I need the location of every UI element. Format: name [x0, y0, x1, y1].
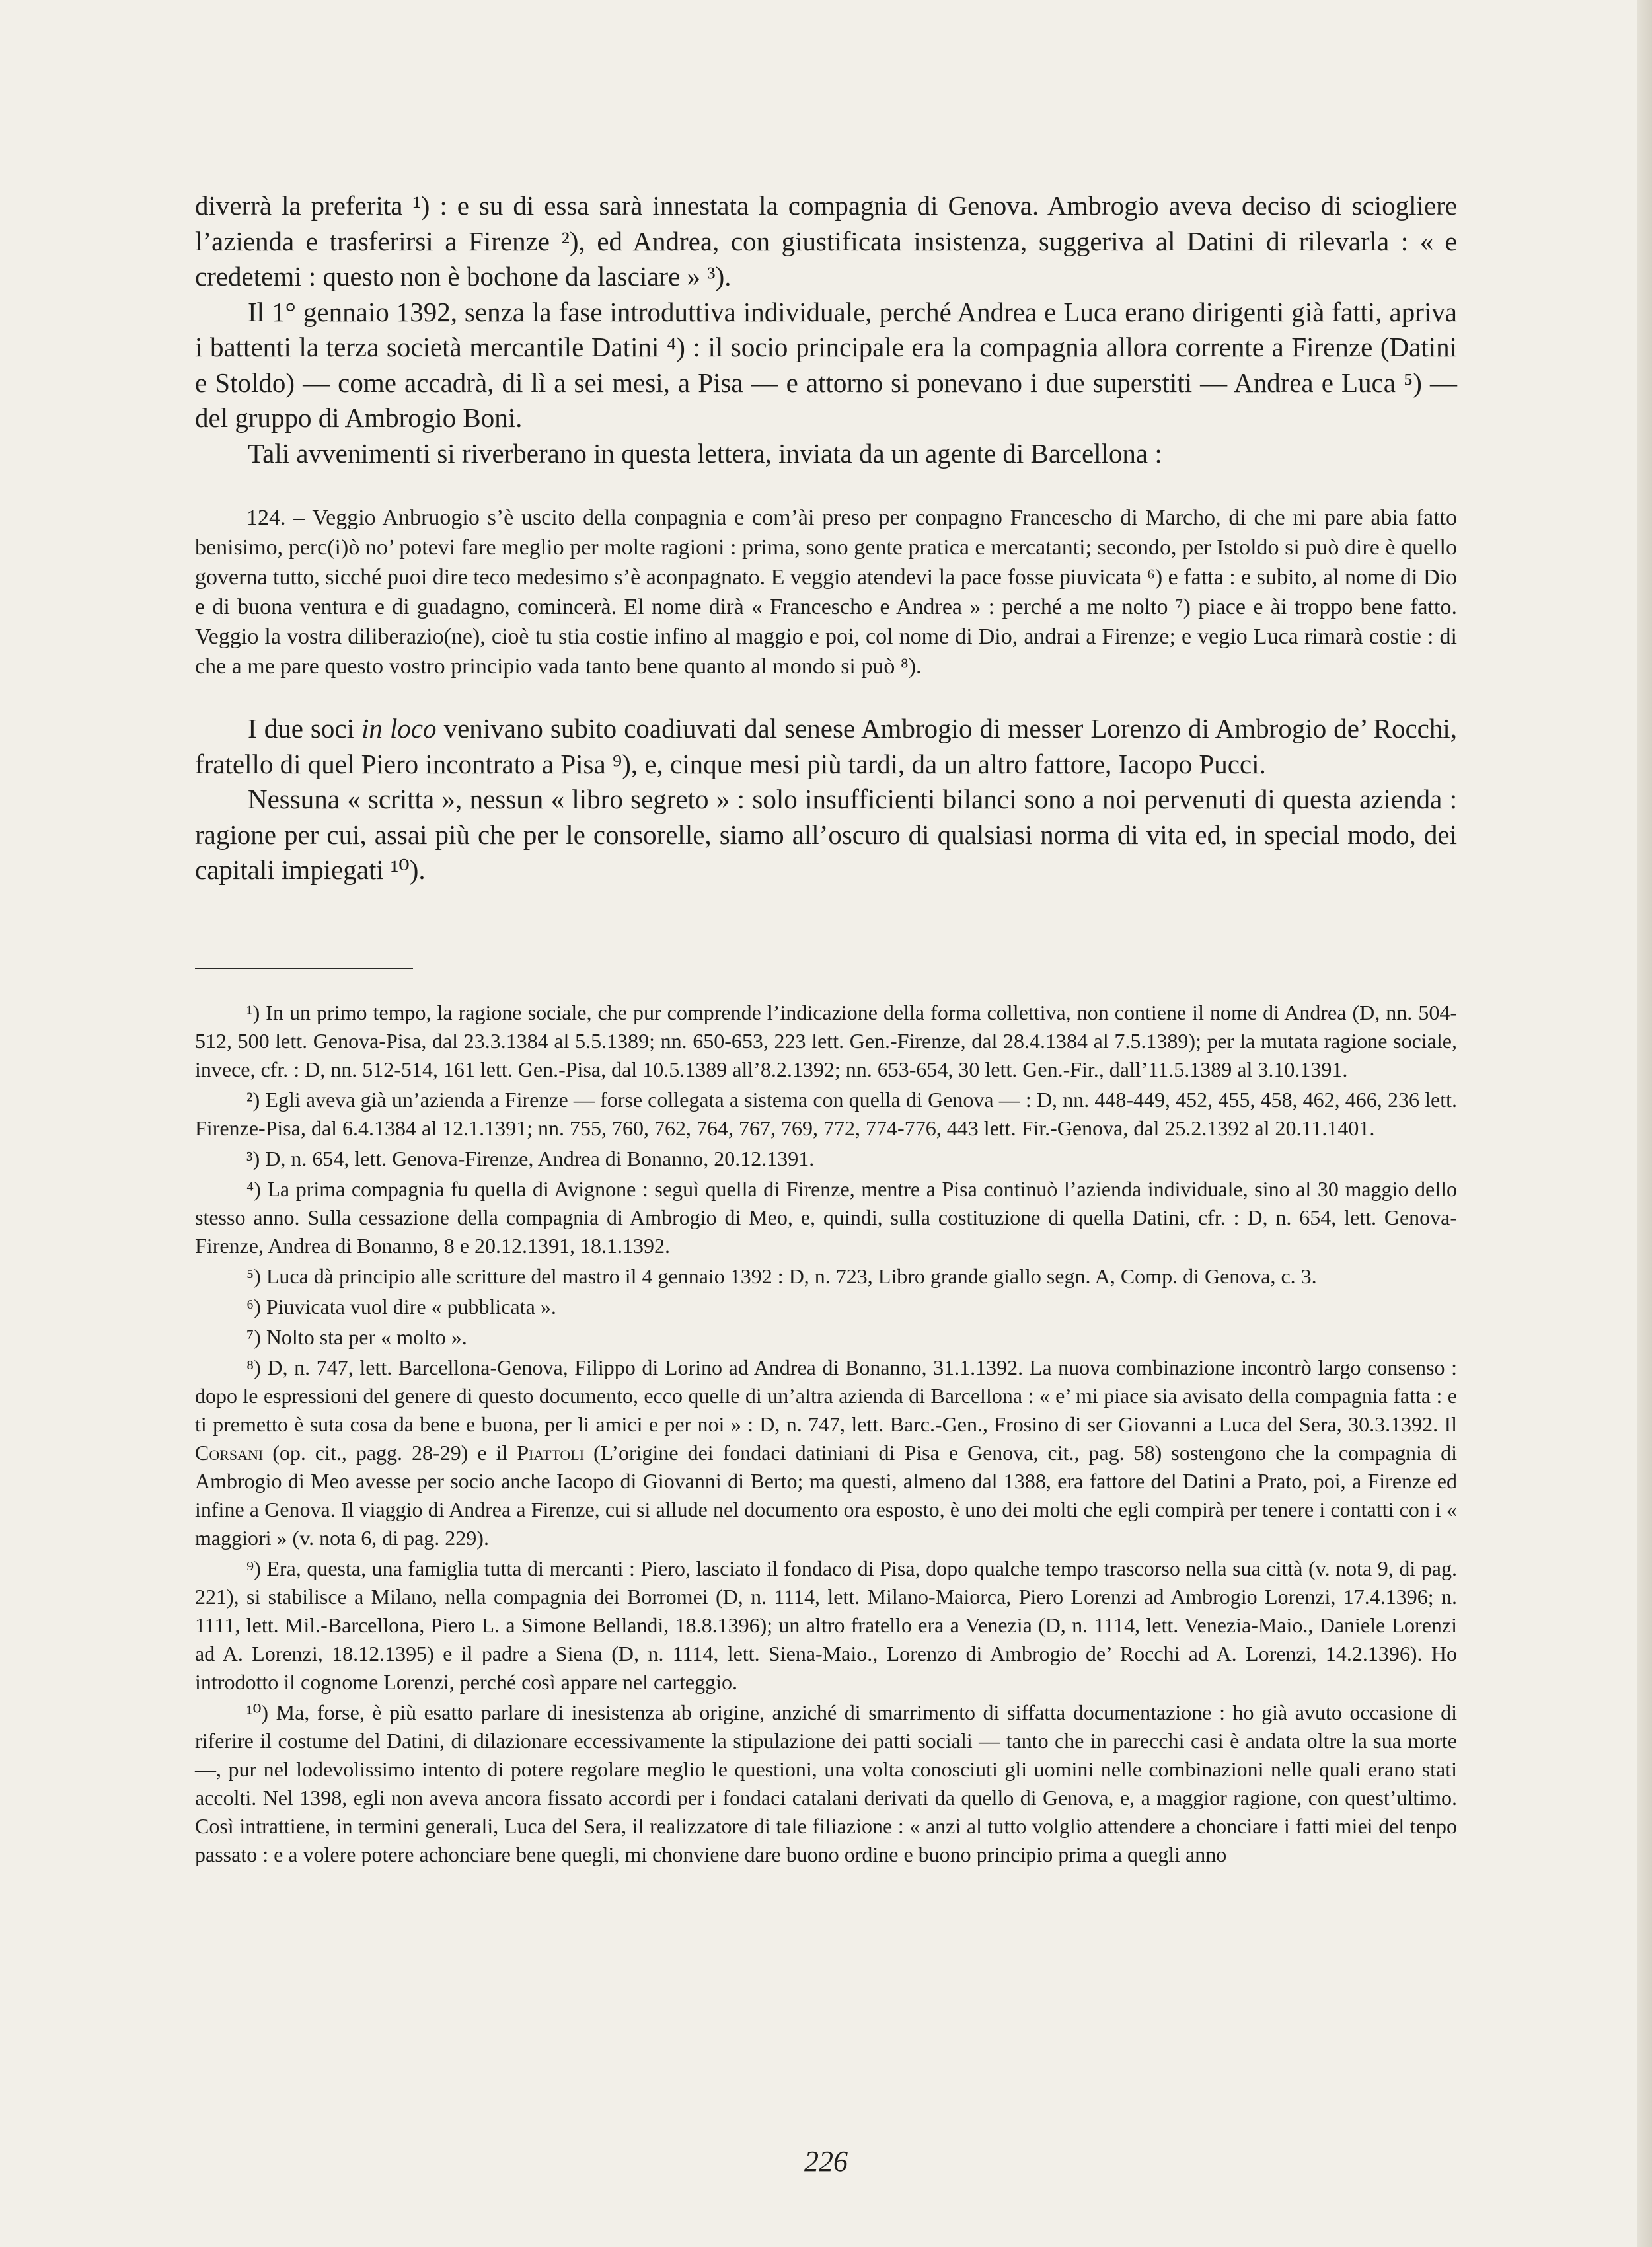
paragraph-4-start: I due soci — [248, 713, 362, 743]
paragraph-5: Nessuna « scritta », nessun « libro segreto » : solo insufficienti bilanci sono a noi pervenuti di questa azienda : ragione per cui, assai più che per le consorelle, siamo all’oscuro di qualsiasi norma di vita ed, in special modo, dei capitali impiegati ¹⁰). — [195, 784, 1457, 885]
page-number: 226 — [804, 2145, 848, 2178]
footnote-6: ⁶) Piuvicata vuol dire « pubblicata ». — [246, 1294, 556, 1318]
footnote-5: ⁵) Luca dà principio alle scritture del mastro il 4 gennaio 1392 : D, n. 723, Libro grande giallo segn. A, Comp. di Genova, c. 3. — [246, 1264, 1317, 1288]
footnote-3: ³) D, n. 654, lett. Genova-Firenze, Andrea di Bonanno, 20.12.1391. — [246, 1146, 815, 1170]
footnote-8-part-3: (L’origine dei fondaci datiniani di Pisa e Genova, cit., pag. 58) sostengono che la compagnia di Ambrogio di Meo avesse per socio anche Iacopo di Giovanni di Berto; ma questi, almeno dal 1388, era fattore del Datini a Prato, poi, a Firenze ed infine a Genova. Il viaggio di Andrea a Firenze, cui si allude nel documento ora esposto, è uno dei molti che egli compirà per tenere i contatti con i « maggiori » (v. nota 6, di pag. 229). — [195, 1440, 1458, 1550]
footnotes — [195, 999, 1457, 1869]
paragraph-4-italic: in loco — [361, 713, 437, 743]
footnote-9: ⁹) Era, questa, una famiglia tutta di mercanti : Piero, lasciato il fondaco di Pisa, dopo qualche tempo trascorso nella sua città (v. nota 9, di pag. 221), si stabilisce a Milano, nella compagnia dei Borromei (D, n. 1114, lett. Milano-Maiorca, Piero Lorenzi ad Ambrogio Lorenzi, 17.4.1396; n. 1111, lett. Mil.-Barcellona, Piero L. a Simone Bellandi, 18.8.1396); un altro fratello era a Venezia (D, n. 1114, lett. Venezia-Maio., Daniele Lorenzi ad A. Lorenzi, 18.12.1395) e il padre a Siena (D, n. 1114, lett. Siena-Maio., Lorenzo di Ambrogio de’ Rocchi ad A. Lorenzi, 14.2.1396). Ho introdotto il cognome Lorenzi, perché così appare nel carteggio. — [195, 1556, 1457, 1694]
page-edge — [1637, 0, 1652, 2247]
paragraph-2: Il 1° gennaio 1392, senza la fase introduttiva individuale, perché Andrea e Luca erano dirigenti già fatti, apriva i battenti la terza società mercantile Datini ⁴) : il socio principale era la compagnia allora corrente a Firenze (Datini e Stoldo) — come accadrà, di lì a sei mesi, a Pisa — e attorno si ponevano i due superstiti — Andrea e Luca ⁵) — del gruppo di Ambrogio Boni. — [195, 296, 1457, 433]
quoted-letter-text: 124. – Veggio Anbruogio s’è uscito della conpagnia e com’ài preso per conpagno Francescho di Marcho, di che mi pare abia fatto benisimo, perc(i)ò no’ potevi fare meglio per molte ragioni : prima, sono gente pratica e mercatanti; secondo, per Istoldo si può dire è quello governa tutto, sicché puoi dire teco medesimo s’è aconpagnato. E veggio atendevi la pace fosse piuvicata ⁶) e fatta : e subito, al nome di Dio e di buona ventura e di guadagno, comincerà. El nome dirà « Francescho e Andrea » : perché a me nolto ⁷) piace e ài troppo bene fatto. Veggio la vostra diliberazio(ne), cioè tu stia costie infino al maggio e poi, col nome di Dio, andrai a Firenze; e vegio Luca rimarà costie : di che a me pare questo vostro principio vada tanto bene quanto al mondo si può ⁸). — [195, 506, 1457, 679]
page-body — [195, 188, 1457, 1871]
footnote-8 — [195, 1353, 1457, 1552]
footnote-7: ⁷) Nolto sta per « molto ». — [246, 1324, 467, 1349]
footnote-1: ¹) In un primo tempo, la ragione sociale, che pur comprende l’indicazione della forma collettiva, non contiene il nome di Andrea (D, nn. 504-512, 500 lett. Genova-Pisa, dal 23.3.1384 al 5.5.1389; nn. 650-653, 223 lett. Gen.-Firenze, dal 28.4.1384 al 7.5.1389); per la mutata ragione sociale, invece, cfr. : D, nn. 512-514, 161 lett. Gen.-Pisa, dal 10.5.1389 all’8.2.1392; nn. 653-654, 30 lett. Gen.-Fir., dall’11.5.1389 al 3.10.1391. — [195, 1000, 1457, 1081]
footnote-10: ¹⁰) Ma, forse, è più esatto parlare di inesistenza ab origine, anziché di smarrimento di siffatta documentazione : ho già avuto occasione di riferire il costume del Datini, di dilazionare eccessivamente la stipulazione dei patti sociali — tanto che in parecchi casi è andata oltre la sua morte —, pur nel lodevolissimo intento di potere regolare meglio le questioni, una volta conosciuti gli uomini nelle combinazioni nelle quali erano stati accolti. Nel 1398, egli non aveva ancora fissato accordi per i fondaci catalani derivati da quello di Genova, e, a maggior ragione, con quest’ultimo. Così intrattiene, in termini generali, Luca del Sera, il realizzatore di tale filiazione : « anzi al tutto volglio attendere a chonciare i fatti miei del tenpo passato : e a volere potere achonciare bene quegli, mi chonviene dare buono ordine e buono principio prima a quegli anno — [195, 1700, 1457, 1866]
author-corsani: Corsani — [195, 1440, 264, 1465]
footnote-8-part-1: ⁸) D, n. 747, lett. Barcellona-Genova, Filippo di Lorino ad Andrea di Bonanno, 31.1.1392. La nuova combinazione incontrò largo consenso : dopo le espressioni del genere di questo documento, ecco quelle di un’altra azienda di Barcellona : « e’ mi piace sia avisato della compagnia fatta : e ti premetto è suta cosa da bene e buona, per li amici e per noi » : D, n. 747, lett. Barc.-Gen., Frosino di ser Giovanni a Luca del Sera, 30.3.1392. Il — [195, 1355, 1457, 1436]
footnote-2: ²) Egli aveva già un’azienda a Firenze — forse collegata a sistema con quella di Genova — : D, nn. 448-449, 452, 455, 458, 462, 466, 236 lett. Firenze-Pisa, dal 6.4.1384 al 12.1.1391; nn. 755, 760, 762, 764, 767, 769, 772, 774-776, 443 lett. Fir.-Genova, dal 25.2.1392 al 20.11.1401. — [195, 1087, 1457, 1140]
paragraph-4 — [195, 711, 1457, 782]
paragraph-1: diverrà la preferita ¹) : e su di essa sarà innestata la compagnia di Genova. Ambrogio aveva deciso di sciogliere l’azienda e trasferirsi a Firenze ²), ed Andrea, con giustificata insistenza, suggeriva al Datini di rilevarla : « e credetemi : questo non è bochone da lasciare » ³). — [195, 190, 1457, 291]
footnote-8-part-2: (op. cit., pagg. 28-29) e il — [263, 1440, 517, 1465]
author-piattoli: Piattoli — [517, 1440, 585, 1465]
paragraph-3: Tali avvenimenti si riverberano in questa lettera, inviata da un agente di Barcellona : — [248, 438, 1162, 469]
quoted-letter — [195, 503, 1457, 681]
footnote-4: ⁴) La prima compagnia fu quella di Avignone : seguì quella di Firenze, mentre a Pisa continuò l’azienda individuale, sino al 30 maggio dello stesso anno. Sulla cessazione della compagnia di Ambrogio di Meo, e, quindi, sulla costituzione di quella Datini, cfr. : D, n. 654, lett. Genova-Firenze, Andrea di Bonanno, 8 e 20.12.1391, 18.1.1392. — [195, 1176, 1457, 1258]
footnote-separator — [195, 968, 413, 969]
paragraph-4-end: venivano subito coadiuvati dal senese Ambrogio di messer Lorenzo di Ambrogio de’ Rocchi, fratello di quel Piero incontrato a Pisa ⁹), e, cinque mesi più tardi, da un altro fattore, Iacopo Pucci. — [195, 713, 1457, 779]
